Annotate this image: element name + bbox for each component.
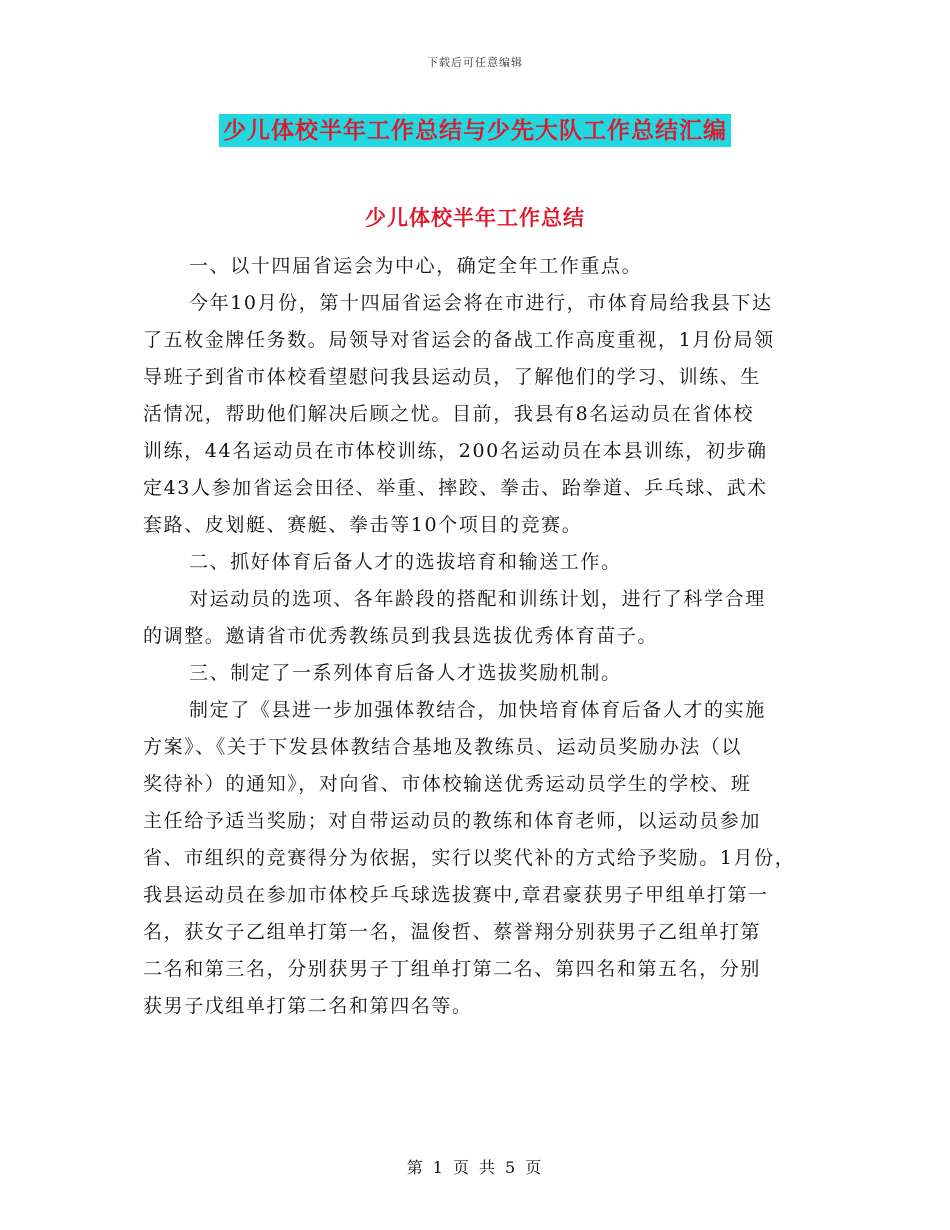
text-line: 名，获女子乙组单打第一名，温俊哲、蔡誉翔分别获男子乙组单打第 (143, 921, 762, 943)
footer-word-page: 第 (406, 1158, 425, 1177)
text-line: 套路、皮划艇、赛艇、拳击等10个项目的竞赛。 (143, 514, 583, 536)
section-title: 少儿体校半年工作总结 (365, 205, 585, 230)
text-line: 训练，44名运动员在市体校训练，200名运动员在本县训练，初步确 (143, 440, 768, 462)
text-line: 活情况，帮助他们解决后顾之忧。目前，我县有8名运动员在省体校 (143, 403, 755, 425)
text-line: 定43人参加省运会田径、举重、摔跤、拳击、跆拳道、乒乓球、武术 (143, 477, 768, 499)
main-title (0, 112, 950, 145)
main-title-text: 少儿体校半年工作总结与少先大队工作总结汇编 (219, 114, 731, 147)
text-line: 省、市组织的竞赛得分为依据，实行以奖代补的方式给予奖励。1月份， (143, 847, 796, 869)
text-line: 三、制定了一系列体育后备人才选拔奖励机制。 (189, 662, 622, 684)
page-footer (0, 1155, 950, 1178)
text-line: 了五枚金牌任务数。局领导对省运会的备战工作高度重视，1月份局领 (143, 329, 775, 351)
footer-total-pages: 5 (505, 1158, 518, 1177)
footer-word-total: 共 (479, 1158, 498, 1177)
text-line: 对运动员的选项、各年龄段的搭配和训练计划，进行了科学合理 (189, 588, 766, 610)
text-line: 二名和第三名，分别获男子丁组单打第二名、第四名和第五名，分别 (143, 958, 762, 980)
footer-word-page-unit-2: 页 (525, 1158, 544, 1177)
text-line: 的调整。邀请省市优秀教练员到我县选拔优秀体育苗子。 (143, 625, 659, 647)
text-line: 方案》、《关于下发县体教结合基地及教练员、运动员奖励办法（以 (143, 736, 743, 758)
body-text (143, 248, 823, 1025)
text-line: 主任给予适当奖励；对自带运动员的教练和体育老师，以运动员参加 (143, 810, 762, 832)
footer-current-page: 1 (432, 1158, 445, 1177)
text-line: 导班子到省市体校看望慰问我县运动员，了解他们的学习、训练、生 (143, 366, 762, 388)
text-line: 今年10月份，第十四届省运会将在市进行，市体育局给我县下达 (189, 292, 773, 314)
text-line: 我县运动员在参加市体校乒乓球选拔赛中,章君豪获男子甲组单打第一 (143, 884, 769, 906)
footer-word-page-unit: 页 (452, 1158, 471, 1177)
text-line: 奖待补）的通知》，对向省、市体校输送优秀运动员学生的学校、班 (143, 773, 752, 795)
text-line: 二、抓好体育后备人才的选拔培育和输送工作。 (189, 551, 622, 573)
text-line: 一、以十四届省运会为中心，确定全年工作重点。 (189, 255, 643, 277)
text-line: 获男子戊组单打第二名和第四名等。 (143, 995, 473, 1017)
text-line: 制定了《县进一步加强体教结合，加快培育体育后备人才的实施 (189, 699, 766, 721)
header-note: 下载后可任意编辑 (427, 56, 523, 69)
